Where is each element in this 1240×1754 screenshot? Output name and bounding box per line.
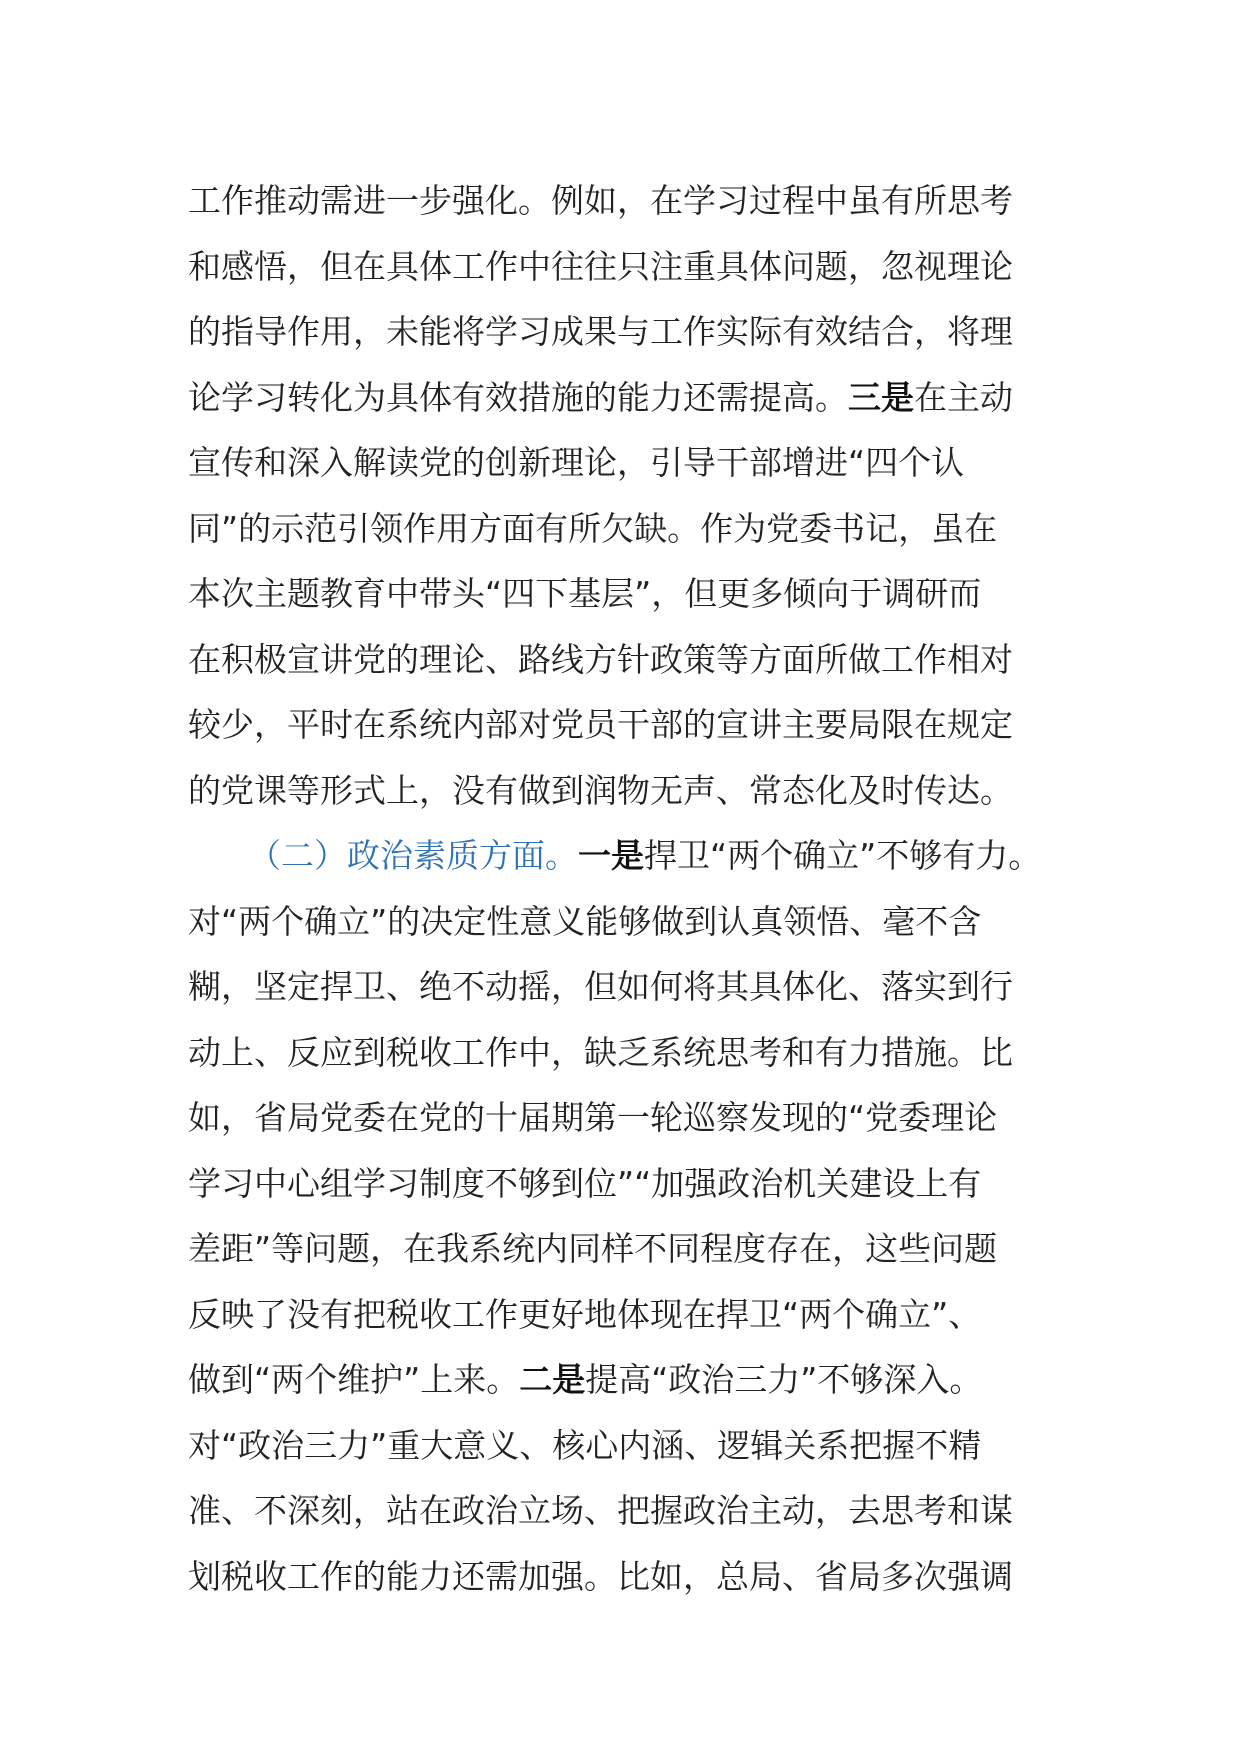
text-line	[188, 234, 1068, 300]
text-run: 论学习转化为具体有效措施的能力还需提高。	[188, 377, 848, 417]
text-run: 差距”等问题，在我系统内同样不同程度存在，这些问题	[188, 1229, 998, 1268]
text-line	[188, 430, 1068, 496]
text-line	[188, 1151, 1068, 1217]
section-heading: （二）政治素质方面。	[248, 836, 578, 875]
text-run: 工作推动需进一步强化。例如，在学习过程中虽有所思考	[188, 181, 1013, 220]
text-line	[188, 889, 1068, 955]
text-run: 划税收工作的能力还需加强。比如，总局、省局多次强调	[188, 1556, 1013, 1596]
text-line	[188, 1413, 1068, 1479]
text-line	[188, 168, 1068, 234]
text-line	[188, 758, 1068, 824]
text-run: 的指导作用，未能将学习成果与工作实际有效结合，将理	[188, 312, 1013, 351]
text-run: 较少，平时在系统内部对党员干部的宣讲主要局限在规定	[188, 705, 1013, 744]
text-run: 对“两个确立”的决定性意义能够做到认真领悟、毫不含	[188, 901, 982, 941]
text-run: 糊，坚定捍卫、绝不动摇，但如何将其具体化、落实到行	[188, 967, 1013, 1006]
emphasis-text: 一是	[578, 836, 644, 875]
text-run: 做到“两个维护”上来。	[188, 1360, 520, 1399]
text-line	[188, 692, 1068, 758]
text-run: 对“政治三力”重大意义、核心内涵、逻辑关系把握不精	[188, 1425, 982, 1465]
text-run: 提高“政治三力”不够深入。	[585, 1360, 983, 1399]
text-line	[188, 1085, 1068, 1151]
body-text	[188, 168, 1068, 1609]
text-line	[188, 496, 1068, 562]
text-line	[188, 954, 1068, 1020]
text-run: 本次主题教育中带头“四下基层”，但更多倾向于调研而	[188, 574, 982, 613]
text-line	[188, 365, 1068, 431]
text-run: 动上、反应到税收工作中，缺乏系统思考和有力措施。比	[188, 1032, 1013, 1072]
text-run: 同”的示范引领作用方面有所欠缺。作为党委书记，虽在	[188, 508, 998, 548]
text-run: 和感悟，但在具体工作中往往只注重具体问题，忽视理论	[188, 246, 1013, 286]
text-run: 在主动	[914, 377, 1013, 417]
text-line	[188, 299, 1068, 365]
emphasis-text: 三是	[848, 377, 914, 417]
text-run: 如，省局党委在党的十届期第一轮巡察发现的“党委理论	[188, 1098, 998, 1137]
text-line	[188, 1478, 1068, 1544]
text-line	[188, 1020, 1068, 1086]
text-line	[188, 1282, 1068, 1348]
text-run: 的党课等形式上，没有做到润物无声、常态化及时传达。	[188, 770, 1013, 810]
text-run: 宣传和深入解读党的创新理论，引导干部增进“四个认	[188, 443, 965, 482]
text-line	[188, 1544, 1068, 1610]
text-line	[188, 561, 1068, 627]
text-line	[188, 1216, 1068, 1282]
text-run: 学习中心组学习制度不够到位”“加强政治机关建设上有	[188, 1163, 982, 1203]
text-run: 捍卫“两个确立”不够有力。	[644, 836, 1042, 875]
text-line	[188, 627, 1068, 693]
emphasis-text: 二是	[519, 1360, 586, 1399]
text-run: 准、不深刻，站在政治立场、把握政治主动，去思考和谋	[188, 1491, 1013, 1530]
text-run: 反映了没有把税收工作更好地体现在捍卫“两个确立”、	[188, 1294, 982, 1334]
text-line	[188, 823, 1068, 889]
text-run: 在积极宣讲党的理论、路线方针政策等方面所做工作相对	[188, 639, 1013, 679]
text-line	[188, 1347, 1068, 1413]
